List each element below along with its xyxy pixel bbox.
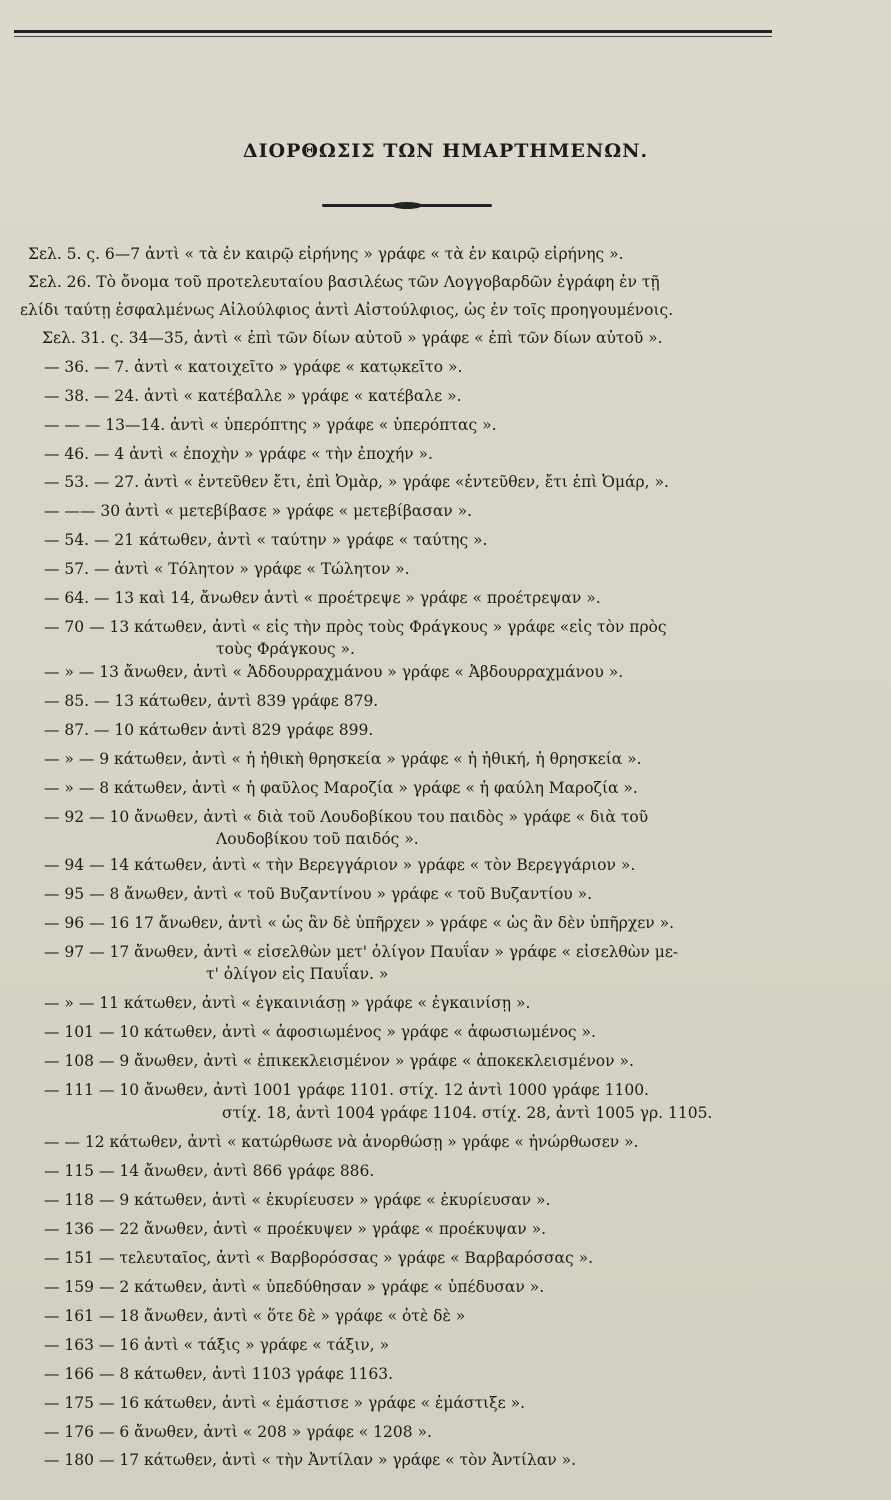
errata-line: στίχ. 18, ἀντὶ 1004 γράφε 1104. στίχ. 28, ἀντὶ 1005 γρ. 1105. xyxy=(222,1104,713,1122)
errata-line: — 46. — 4 ἀντὶ « ἐποχὴν » γράφε « τὴν ἐποχήν ». xyxy=(44,445,433,463)
errata-line: — 87. — 10 κάτωθεν ἀντὶ 829 γράφε 899. xyxy=(44,721,374,739)
errata-line: — 96 — 16 17 ἄνωθεν, ἀντὶ « ὡς ἂν δὲ ὑπῆρχεν » γράφε « ὡς ἂν δὲν ὑπῆρχεν ». xyxy=(44,914,674,932)
errata-line: — — — 13—14. ἀντὶ « ὑπερόπτης » γράφε « ὑπερόπτας ». xyxy=(44,416,497,434)
errata-line: Σελ. 5. ς. 6—7 ἀντὶ « τὰ ἐν καιρῷ εἰρήνης » γράφε « τὰ ἐν καιρῷ εἰρήνης ». xyxy=(28,245,624,263)
errata-line: — 111 — 10 ἄνωθεν, ἀντὶ 1001 γράφε 1101. στίχ. 12 ἀντὶ 1000 γράφε 1100. xyxy=(44,1081,649,1099)
errata-line: — 92 — 10 ἄνωθεν, ἀντὶ « διὰ τοῦ Λουδοβίκου του παιδὸς » γράφε « διὰ τοῦ xyxy=(44,808,649,826)
errata-line: — 85. — 13 κάτωθεν, ἀντὶ 839 γράφε 879. xyxy=(44,692,379,710)
errata-line: — 108 — 9 ἄνωθεν, ἀντὶ « ἐπικεκλεισμένον » γράφε « ἀποκεκλεισμένον ». xyxy=(44,1052,634,1070)
errata-line: — » — 9 κάτωθεν, ἀντὶ « ἡ ἠθικὴ θρησκεία » γράφε « ἡ ἠθική, ἡ θρησκεία ». xyxy=(44,750,642,768)
errata-line: — 163 — 16 ἀντὶ « τάξις » γράφε « τάξιν, » xyxy=(44,1336,390,1354)
errata-line: — 94 — 14 κάτωθεν, ἀντὶ « τὴν Βερεγγάριον » γράφε « τὸν Βερεγγάριον ». xyxy=(44,856,636,874)
errata-line: — 97 — 17 ἄνωθεν, ἀντὶ « εἰσελθὼν μετ' ὀλίγον Παυΐαν » γράφε « εἰσελθὼν με- xyxy=(44,943,679,961)
errata-line: τ' ὀλίγον εἰς Παυΐαν. » xyxy=(206,965,389,983)
errata-line: Σελ. 26. Τὸ ὄνομα τοῦ προτελευταίου βασιλέως τῶν Λογγοβαρδῶν ἐγράφη ἐν τῇ xyxy=(28,273,660,291)
errata-line: — 166 — 8 κάτωθεν, ἀντὶ 1103 γράφε 1163. xyxy=(44,1365,394,1383)
errata-line: — 161 — 18 ἄνωθεν, ἀντὶ « ὅτε δὲ » γράφε « ὀτὲ δὲ » xyxy=(44,1307,466,1325)
errata-line: — 151 — τελευταῖος, ἀντὶ « Βαρβορόσσας » γράφε « Βαρβαρόσσας ». xyxy=(44,1249,594,1267)
errata-line: — 115 — 14 ἄνωθεν, ἀντὶ 866 γράφε 886. xyxy=(44,1162,375,1180)
errata-line: — » — 11 κάτωθεν, ἀντὶ « ἐγκαινιάσῃ » γράφε « ἐγκαινίσῃ ». xyxy=(44,994,531,1012)
errata-line: — 64. — 13 καὶ 14, ἄνωθεν ἀντὶ « προέτρεψε » γράφε « προέτρεψαν ». xyxy=(44,589,601,607)
errata-line: ελίδι ταύτῃ ἐσφαλμένως Αἰλούλφιος ἀντὶ Αἰστούλφιος, ὡς ἐν τοῖς προηγουμένοις. xyxy=(20,301,674,319)
errata-line: — 101 — 10 κάτωθεν, ἀντὶ « ἀφοσιωμένος » γράφε « ἀφωσιωμένος ». xyxy=(44,1023,596,1041)
errata-line: — 118 — 9 κάτωθεν, ἀντὶ « ἐκυρίευσεν » γράφε « ἐκυρίευσαν ». xyxy=(44,1191,551,1209)
errata-line: — 95 — 8 ἄνωθεν, ἀντὶ « τοῦ Βυζαντίνου » γράφε « τοῦ Βυζαντίου ». xyxy=(44,885,593,903)
errata-line: τοὺς Φράγκους ». xyxy=(216,640,355,658)
errata-line: — 70 — 13 κάτωθεν, ἀντὶ « εἰς τὴν πρὸς τοὺς Φράγκους » γράφε «εἰς τὸν πρὸς xyxy=(44,618,667,636)
errata-line: — 180 — 17 κάτωθεν, ἀντὶ « τὴν Ἀντίλαν » γράφε « τὸν Ἀντίλαν ». xyxy=(44,1451,577,1469)
page-title: ΔΙΟΡΘΩΣΙΣ ΤΩΝ ΗΜΑΡΤΗΜΕΝΩΝ. xyxy=(242,140,649,162)
errata-line: — » — 8 κάτωθεν, ἀντὶ « ἡ φαῦλος Μαροζία » γράφε « ἡ φαύλη Μαροζία ». xyxy=(44,779,638,797)
errata-line: — 36. — 7. ἀντὶ « κατοιχεῖτο » γράφε « κατῳκεῖτο ». xyxy=(44,358,463,376)
errata-line: — 38. — 24. ἀντὶ « κατέβαλλε » γράφε « κατέβαλε ». xyxy=(44,387,462,405)
errata-line: — 159 — 2 κάτωθεν, ἀντὶ « ὑπεδύθησαν » γράφε « ὑπέδυσαν ». xyxy=(44,1278,545,1296)
errata-line: — 136 — 22 ἄνωθεν, ἀντὶ « προέκυψεν » γράφε « προέκυψαν ». xyxy=(44,1220,546,1238)
errata-line: — » — 13 ἄνωθεν, ἀντὶ « Ἀδδουρραχμάνου » γράφε « Ἀβδουρραχμάνου ». xyxy=(44,663,624,681)
errata-line: — 175 — 16 κάτωθεν, ἀντὶ « ἐμάστισε » γράφε « ἐμάστιξε ». xyxy=(44,1394,525,1412)
errata-line: — —— 30 ἀντὶ « μετεβίβασε » γράφε « μετεβίβασαν ». xyxy=(44,502,473,520)
errata-line: — — 12 κάτωθεν, ἀντὶ « κατώρθωσε νὰ ἀνορθώσῃ » γράφε « ἠνώρθωσεν ». xyxy=(44,1133,639,1151)
errata-line: — 54. — 21 κάτωθεν, ἀντὶ « ταύτην » γράφε « ταύτης ». xyxy=(44,531,488,549)
errata-line: — 53. — 27. ἀντὶ « ἐντεῦθεν ἔτι, ἐπὶ Ὀμὰρ, » γράφε «ἐντεῦθεν, ἔτι ἐπὶ Ὀμάρ, ». xyxy=(44,473,669,491)
errata-line: Σελ. 31. ς. 34—35, ἀντὶ « ἐπὶ τῶν δίων αὐτοῦ » γράφε « ἐπὶ τῶν δίων αὐτοῦ ». xyxy=(42,329,663,347)
errata-line: — 57. — ἀντὶ « Τόλητον » γράφε « Τώλητον ». xyxy=(44,560,410,578)
errata-line: — 176 — 6 ἄνωθεν, ἀντὶ « 208 » γράφε « 1208 ». xyxy=(44,1423,432,1441)
errata-line: Λουδοβίκου τοῦ παιδός ». xyxy=(216,830,419,848)
